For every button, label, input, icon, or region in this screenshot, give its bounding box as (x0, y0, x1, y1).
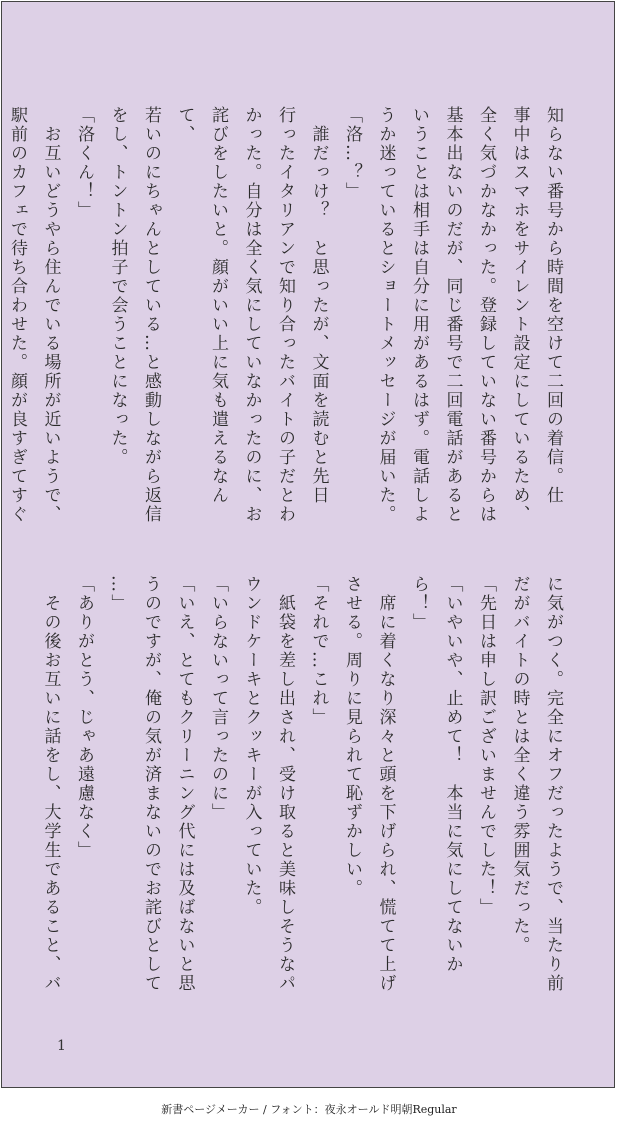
text-line: 誰だっけ？ と思ったが、文面を読むと先日 (308, 106, 329, 505)
page-number: 1 (57, 1038, 66, 1054)
text-line: 若いのにちゃんとしている…と感動しながら返信 (141, 106, 161, 524)
text-line: いうことは相手は自分に用があるはず。電話しよ (409, 106, 429, 524)
text-line: 駅前のカフェで待ち合わせた。顔が良すぎてすぐ (7, 106, 27, 524)
text-line: 基本出ないのだが、同じ番号で二回電話があると (442, 106, 463, 524)
text-line: 紙袋を差し出され、受け取ると美味しそうなパ (275, 575, 295, 993)
text-line: うのですが、俺の気が済まないのでお詫びとして (141, 575, 161, 993)
text-line: 「ありがとう、じゃあ遠慮なく」 (74, 575, 94, 860)
text-line: 「洛くん！」 (74, 106, 94, 220)
text-line: をし、トントン拍子で会うことになった。 (107, 106, 128, 467)
text-block-top (0, 106, 569, 526)
text-block-bottom (33, 575, 569, 995)
footer-credit: 新書ページメーカー / フォント：夜永オールド明朝Regular (161, 1103, 457, 1116)
text-line: その後お互いに話をし、大学生であること、バ (40, 575, 61, 993)
text-line: 詫びをしたいと。顔がいい上に気も遣えるなんて、 (174, 106, 228, 505)
text-line: 行ったイタリアンで知り合ったバイトの子だとわ (275, 106, 295, 524)
text-line: に気がつく。完全にオフだったようで、当たり前 (543, 575, 563, 993)
text-line: 事中はスマホをサイレント設定にしているため、 (509, 106, 530, 524)
text-line: …」 (107, 575, 128, 613)
text-line: だがバイトの時とは全く違う雰囲気だった。 (509, 575, 530, 955)
text-line: 「洛…？」 (342, 106, 362, 201)
text-line: 「それで…これ」 (308, 575, 329, 727)
manuscript-page (1, 1, 615, 1088)
text-line: うか迷っているとショートメッセージが届いた。 (375, 106, 396, 524)
text-line: 「いらないって言ったのに」 (208, 575, 228, 822)
text-line: 知らない番号から時間を空けて二回の着信。仕 (543, 106, 563, 505)
text-line: ウンドケーキとクッキーが入っていた。 (241, 575, 262, 917)
text-line: お互いどうやら住んでいる場所が近いようで、 (40, 106, 61, 524)
text-line: ら！」 (409, 575, 429, 632)
text-line: かった。自分は全く気にしていなかったのに、お (241, 106, 262, 524)
text-line: 「いやいや、止めて！ 本当に気にしてないか (442, 575, 463, 974)
text-line: 「先日は申し訳ございませんでした！」 (476, 575, 496, 917)
text-line: 全く気づかなかった。登録していない番号からは (476, 106, 496, 524)
text-line: 「いえ、とてもクリーニング代には及ばないと思 (174, 575, 195, 993)
text-line: させる。周りに見られて恥ずかしい。 (342, 575, 362, 898)
text-line: 席に着くなり深々と頭を下げられ、慌てて上げ (375, 575, 396, 993)
